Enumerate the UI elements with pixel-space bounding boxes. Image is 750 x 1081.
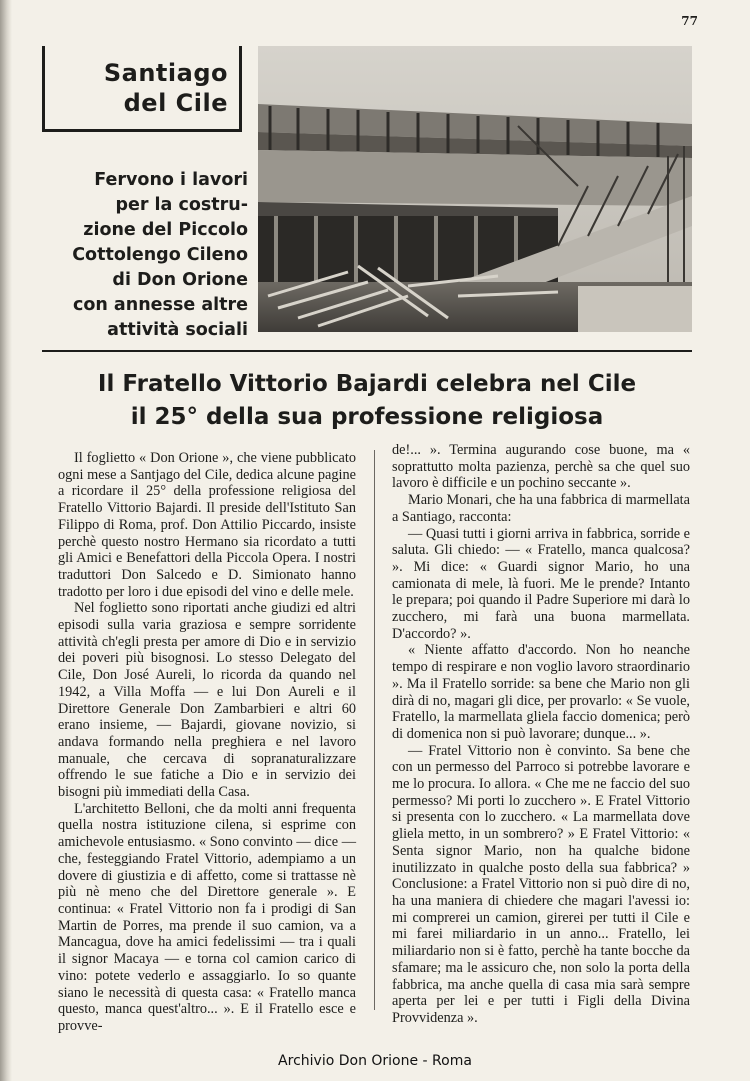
article-headline: [42, 368, 692, 434]
headline-line-1: Il Fratello Vittorio Bajardi celebra nel Cile: [97, 371, 637, 397]
right-column: [392, 442, 690, 1027]
subtitle-line: con annesse altre: [72, 295, 248, 315]
construction-photo: [258, 46, 692, 332]
headline-line-2: il 25° della sua professione religiosa: [130, 404, 604, 430]
section-divider: [42, 350, 692, 352]
paragraph: Mario Monari, che ha una fabbrica di marmellata a Santiago, racconta:: [392, 492, 690, 525]
paragraph: Nel foglietto sono riportati anche giudizi ed altri episodi sulla varia graziosa e sempre sorridente attività ch'egli presta per amore di Dio e in servizio dei poveri più bisognosi. Lo stesso Delegato del Cile, Don José Aureli, lo ricorda da quando nel 1942, a Villa Moffa — e lui Don Aureli e il Direttore Generale Don Zambarbieri e altri 60 erano insieme, — Bajardi, giovane novizio, si andava formando nella preghiera e nel lavoro manuale, che cercava di sopranaturalizzare offrendo le sue fatiche a Dio e in servizio dei bisogni più immediati della Casa.: [58, 600, 356, 801]
place-line-2: del Cile: [123, 89, 228, 117]
subtitle-line: Cottolengo Cileno: [72, 245, 248, 265]
article-subtitle: [30, 168, 248, 343]
paragraph: — Fratel Vittorio non è convinto. Sa bene che con un permesso del Parroco si potrebbe lavorare e me lo procura. Io allora. « Che me ne faccio del suo permesso? Mi porti lo zucchero ». E Fratel Vittorio si presenta con lo zucchero. « La marmellata dove gliela metto, in un sombrero? » E Fratel Vittorio: « Senta signor Mario, non ha qualche bidone inutilizzato in qualche posto della sua fabbrica? » Conclusione: a Fratel Vittorio non si può dire di no, ha una maniera di chiedere che magari l'avessi io: mi comprerei un camion, girerei per tutti il Cile e mi farei miliardario in un anno... Fratello, lei miliardario non si è fatto, perchè ha tante bocche da sfamare; ma le assicuro che, non solo la porta della fabbrica, ma anche quella di casa mia sarà sempre aperta per lei e per tutti i Figli della Divina Provvidenza ».: [392, 742, 690, 1026]
place-title: [42, 58, 228, 118]
left-column: [58, 450, 356, 1035]
paragraph: « Niente affatto d'accordo. Non ho neanche tempo di respirare e non voglio lavoro straordinario ». Ma il Fratello sorride: sa bene che Mario non gli dirà di no, magari gli dice, per provarlo: « Se vuole, Fratello, la marmellata gliela faccio domenica; però di domenica non si può lavorare; dunque... ».: [392, 642, 690, 742]
page-edge-shadow: [0, 0, 12, 1081]
construction-photo-drawing: [258, 46, 692, 332]
paragraph: — Quasi tutti i giorni arriva in fabbrica, sorride e saluta. Gli chiedo: — « Fratello, manca qualcosa? ». Mi dice: « Guardi signor Mario, ho una camionata di mele, là fuori. Me le prende? Intanto le prepara; poi quando il Padre Superiore mi darà lo zucchero, mi farà una buona marmellata. D'accordo? ».: [392, 525, 690, 642]
place-line-1: Santiago: [103, 59, 228, 87]
paragraph: L'architetto Belloni, che da molti anni frequenta quella nostra istituzione cilena, si esprime con amichevole entusiasmo. « Sono convinto — dice — che, festeggiando Fratel Vittorio, adempiamo a un dovere di giustizia e di affetto, come si trattasse nè più nè meno che del Direttore generale ». E continua: « Fratel Vittorio non fa i prodigi di San Martin de Porres, ma prende il suo camion, va a Mancagua, dove ha amici fedelissimi — tra i quali il signor Macaya — e torna col camion carico di vino: potete vederlo e assaggiarlo. Io so quante siano le necessità di questa casa: « Fratello manca questo, manca quest'altro... ». E il Fratello esce e provve-: [58, 800, 356, 1034]
archive-footer: Archivio Don Orione - Roma: [278, 1053, 472, 1069]
paragraph: de!... ». Termina augurando cose buone, ma « soprattutto molta pazienza, perchè sa che quel suo lavoro è difficile e un pochino seccante ».: [392, 442, 690, 492]
paragraph: Il foglietto « Don Orione », che viene pubblicato ogni mese a Santjago del Cile, dedica alcune pagine a ricordare il 25° della professione religiosa del Fratello Vittorio Bajardi. Il preside dell'Istituto San Filippo di Roma, prof. Don Attilio Piccardo, insiste perchè questo nostro Hermano sia ricordato a tutti gli Amici e Benefattori della Piccola Opera. I nostri traduttori Don Salcedo e D. Simionato hanno tradotto per loro i due episodi del vino e delle mele.: [58, 450, 356, 600]
subtitle-line: Fervono i lavori: [94, 170, 248, 190]
subtitle-line: zione del Piccolo: [83, 220, 248, 240]
page-number: 77: [681, 14, 698, 28]
subtitle-line: attività sociali: [107, 320, 248, 340]
subtitle-line: di Don Orione: [112, 270, 248, 290]
column-divider: [374, 450, 375, 1010]
subtitle-line: per la costru-: [115, 195, 248, 215]
